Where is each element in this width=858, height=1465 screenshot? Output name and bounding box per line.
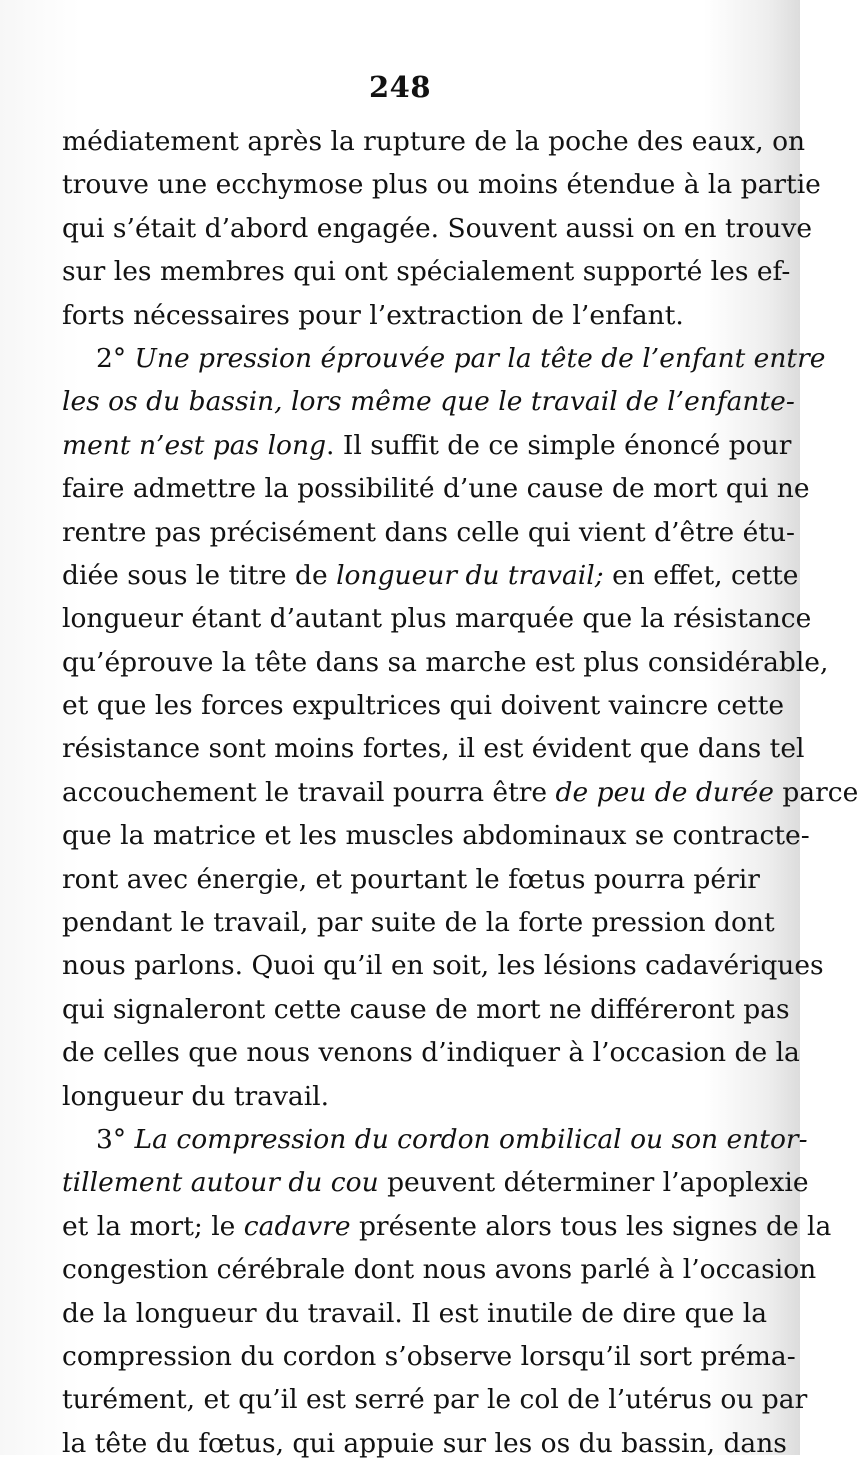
text-segment: ront avec énergie, et pourtant le fœtus pourra périr: [62, 863, 760, 895]
text-line: [62, 641, 829, 684]
italic-text: ment n’est pas long: [62, 429, 327, 461]
text-line: [62, 684, 785, 727]
text-segment: pendant le travail, par suite de la forte pression dont: [62, 907, 775, 939]
text-segment: la tête du fœtus, qui appuie sur les os du bassin, dans: [62, 1427, 787, 1459]
text-segment: de la longueur du travail. Il est inutile de dire que la: [62, 1297, 768, 1329]
text-segment: rentre pas précisément dans celle qui vient d’être étu-: [62, 516, 795, 548]
text-line: [62, 597, 812, 640]
text-segment: trouve une ecchymose plus ou moins étendue à la partie: [62, 169, 821, 201]
text-line: [62, 511, 795, 554]
text-segment: qui s’était d’abord engagée. Souvent aussi on en trouve: [62, 212, 813, 244]
text-line: [62, 380, 795, 423]
text-segment: faire admettre la possibilité d’une cause de mort qui ne: [62, 473, 810, 505]
text-segment: congestion cérébrale dont nous avons parlé à l’occasion: [62, 1254, 817, 1286]
text-segment: longueur du travail.: [62, 1080, 330, 1112]
text-segment: médiatement après la rupture de la poche des eaux, on: [62, 126, 806, 157]
italic-text: les os du bassin, lors même que le travail de l’enfante-: [62, 386, 795, 418]
text-segment: 2°: [96, 342, 135, 374]
text-line: [62, 944, 824, 987]
italic-text: de peu de durée: [555, 776, 774, 808]
text-line: [62, 294, 756, 337]
text-segment: diée sous le titre de: [62, 559, 337, 591]
text-segment: turément, et qu’il est serré par le col de l’utérus ou par: [62, 1384, 808, 1416]
text-segment: forts nécessaires pour l’extraction de l’enfant.: [62, 299, 684, 331]
text-line: [62, 467, 810, 510]
text-segment: parce: [773, 776, 858, 808]
text-line: [62, 1248, 817, 1291]
text-line: [62, 424, 792, 467]
text-line: [62, 1075, 756, 1118]
text-segment: qui signaleront cette cause de mort ne différeront pas: [62, 993, 790, 1025]
text-line: [62, 727, 805, 770]
text-segment: de celles que nous venons d’indiquer à l’occasion de la: [62, 1037, 800, 1069]
text-line: [62, 120, 806, 163]
text-segment: accouchement le travail pourra être: [62, 776, 556, 808]
text-line: [62, 207, 813, 250]
text-segment: compression du cordon s’observe lorsqu’il sort préma-: [62, 1340, 796, 1372]
text-line: [62, 1031, 800, 1074]
text-segment: qu’éprouve la tête dans sa marche est plus considérable,: [62, 646, 829, 678]
text-segment: sur les membres qui ont spécialement supporté les ef-: [62, 256, 791, 288]
text-segment: et que les forces expultrices qui doivent vaincre cette: [62, 690, 785, 722]
text-line: [62, 858, 760, 901]
text-line: [62, 1118, 808, 1161]
text-segment: peuvent déterminer l’apoplexie: [378, 1167, 809, 1199]
italic-text: longueur du travail;: [336, 559, 604, 591]
text-line: [62, 337, 826, 380]
text-segment: en effet, cette: [603, 559, 799, 591]
text-segment: longueur étant d’autant plus marquée que la résistance: [62, 603, 812, 635]
italic-text: La compression du cordon ombilical ou son entor-: [134, 1123, 808, 1155]
italic-text: cadavre: [243, 1210, 351, 1242]
text-segment: présente alors tous les signes de la: [350, 1210, 832, 1242]
page-number: 248: [368, 70, 432, 104]
text-line: [62, 1205, 832, 1248]
text-segment: que la matrice et les muscles abdominaux se contracte-: [62, 820, 810, 852]
body-text: [62, 120, 858, 1465]
text-segment: nous parlons. Quoi qu’il en soit, les lésions cadavériques: [62, 950, 824, 982]
text-line: [62, 1378, 808, 1421]
text-line: [62, 1335, 796, 1378]
text-line: [62, 771, 858, 814]
italic-text: Une pression éprouvée par la tête de l’enfant entre: [134, 342, 826, 374]
text-line: [62, 1422, 787, 1465]
italic-text: tillement autour du cou: [62, 1167, 379, 1199]
text-line: [62, 988, 790, 1031]
text-line: [62, 1161, 809, 1204]
text-segment: . Il suffit de ce simple énoncé pour: [326, 429, 792, 461]
text-line: [62, 163, 821, 206]
text-line: [62, 250, 791, 293]
text-segment: 3°: [96, 1123, 135, 1155]
text-line: [62, 1292, 768, 1335]
text-line: [62, 814, 810, 857]
text-segment: et la mort; le: [62, 1210, 244, 1242]
text-line: [62, 901, 775, 944]
text-segment: résistance sont moins fortes, il est évident que dans tel: [62, 733, 805, 765]
text-line: [62, 554, 799, 597]
